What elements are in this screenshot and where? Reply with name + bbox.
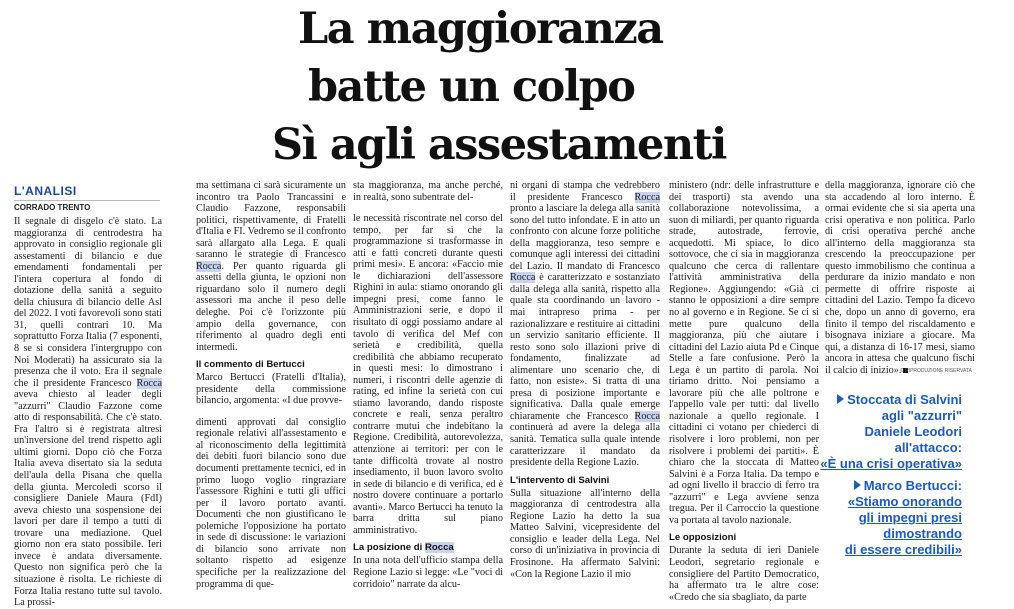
paragraph: ma settimana ci sarà sicuramente un incontro tra Paolo Trancassini e Claudio Fazzone, responsabili politici, rispettivamente, di Fratelli d'Italia e FI. Vedremo se il confronto sarà allargato alla Lega. E quali saranno le strategie di Francesco Rocca. Per quanto riguarda gli assetti della giunta, le opzioni non riguardano solo il numero degli assessori ma anche il peso delle deleghe. Poi c'è l'orizzonte più ampio della governance, con riferimento al quadro degli enti intermedi. [196, 180, 346, 353]
article-column-5 [669, 180, 819, 603]
pull-quotes [812, 392, 962, 558]
arrow-icon [854, 480, 861, 490]
headline-line-2: batte un colpo [308, 62, 635, 112]
highlighted-name: Rocca [136, 377, 162, 389]
paragraph: ni organi di stampa che vedrebbero il presidente Francesco Rocca pronto a lasciare la delega alla sanità sono del tutto infondate. E in atto un confronto con alcune forze politiche della maggioranza, teso sempre e comunque agli interessi dei cittadini del Lazio. Il mandato di Francesco Rocca è caratterizzato e sostanziato dalla delega alla sanità, rispetto alla quale sta coordinando un lavoro - mai intrapreso prima - per razionalizzare e restituire ai cittadini un servizio sanitario efficiente. Il resto sono solo illazioni prive di fondamento, finalizzate ad alimentare uno scenario che, di fatto, non esiste». Si tratta di una presa di posizione importante e significativa. Dalla quale emerge chiaramente che Francesco Rocca continuerà ad avere la delega alla sanità. Tematica sulla quale intende caratterizzare il mandato da presidente della Regione Lazio. [510, 180, 660, 469]
highlighted-name: Rocca [196, 260, 222, 272]
headline-line-1: La maggioranza [298, 4, 663, 54]
paragraph: Sulla situazione all'interno della maggioranza di centrodestra alla Regione Lazio ha detto la sua Matteo Salvini, vicepresidente del consiglio e leader della Lega. Nel corso di un'iniziativa in provincia di Frosinone. Ha affermato Salvini: «Con la Regione Lazio il mio [510, 487, 660, 580]
copyright-notice: © RIPRODUZIONE RISERVATA [900, 368, 972, 374]
headline-line-3: Sì agli assestamenti [272, 120, 726, 170]
subheading-rocca: La posizione di Rocca [353, 542, 454, 554]
paragraph: Il segnale di disgelo c'è stato. La maggioranza di centrodestra ha approvato in consiglio regionale gli assestamenti di bilancio e due emendamenti fondamentali per l'intera copertura al fondo di dotazione della sanità a seguito della chiusura di bilancio delle Asl del 2022. I voti favorevoli sono stati 31, quelli contrari 10. Ma soprattutto Forza Italia (7 esponenti, 8 se si considera l'intergruppo con Noi Moderati) ha assicurato sia la presenza che il voto. Era il segnale che il presidente Francesco Rocca aveva chiesto al leader degli "azzurri" Claudio Fazzone come atto di responsabilità. Che c'è stato. Fra l'altro si è registrata altresì un'inversione del trend rispetto agli ultimi giorni. Dopo ciò che Forza Italia aveva disertato sia la seduta dell'aula della Pisana che quella della giunta. Mercoledì scorso il consigliere Daniele Maura (FdI) aveva chiesto una sospensione dei lavori per dare il tempo a tutti di trovare una mediazione. Quel giorno non era stato possibile. Ieri invece è andata diversamente. Questo non significa però che la situazione è risolta. Le richieste di Forza Italia restano tutte sul tavolo. La prossi- [14, 216, 162, 609]
article-column-2 [196, 180, 346, 590]
paragraph: sta maggioranza, ma anche perché, in realtà, sono subentrate del- [353, 180, 503, 203]
article-column-3 [353, 180, 503, 590]
paragraph: le necessità riscontrate nel corso del tempo, per far sì che la programmazione si trasformasse in atti e fatti concreti durante questi primi mesi». E ancora: «Faccio mie le dichiarazioni dell'assessore Righini in aula: stiamo onorando gli impegni presi, come fanno le Amministrazioni serie, e dopo il risultato di oggi possiamo andare al tavolo di verifica del Mef con serietà e credibilità, quella credibilità che abbiamo recuperato in questi mesi: lo dimostrano i numeri, i riscontri delle agenzie di rating, ed infine la serietà con cui stiamo lavorando, dando risposte concrete e reali, senza peraltro contrarre mutui che indebitano la Regione. Credibilità, autorevolezza, attenzione ai territori: per con le tante difficoltà trovate al nostro insediamento, il buon lavoro svolto in sede di bilancio e di verifica, ed è nostro dovere continuare a portarlo avanti». Marco Bertucci ha tenuto la barra dritta sul piano amministrativo. [353, 213, 503, 536]
article-column-4 [510, 180, 660, 580]
paragraph: In una nota dell'ufficio stampa della Regione Lazio si legge: «Le "voci di corridoio" narrate da alcu- [353, 555, 503, 590]
subheading-opposizioni: Le opposizioni [669, 532, 737, 544]
subheading-salvini: L'intervento di Salvini [510, 474, 610, 486]
paragraph: dimenti approvati dal consiglio regionale relativi all'assestamento e al riconoscimento della legittimità dei debiti fuori bilancio sono due documenti prettamente tecnici, ed in primo luogo voglio ringraziare l'assessore Righini e tutti gli uffici per il lavoro portato avanti. Documenti che non giustificano le polemiche l'opposizione ha portato in sede di discussione: le variazioni di bilancio sono arrivate non soltanto rispetto ad esigenze specifiche per la realizzazione del programma di que- [196, 416, 346, 590]
article-column-1 [14, 216, 162, 609]
subheading-bertucci: Il commento di Bertucci [196, 359, 305, 371]
paragraph: Marco Bertucci (Fratelli d'Italia), presidente della commissione bilancio, argomenta: «I due provve- [196, 372, 346, 407]
pull-quote-salvini: Stoccata di Salvini agli "azzurri" Daniele Leodori all'attacco: «È una crisi operativa» [820, 392, 962, 471]
arrow-icon [837, 394, 844, 404]
paragraph: della maggioranza, ignorare ciò che sta accadendo al loro interno. È ormai evidente che si sia aperta una crisi operativa e non politica. Parlo di crisi operativa perché anche all'interno della maggioranza sta crescendo la preoccupazione per questo immobilismo che continua a perdurare da inizio mandato e non permette di offrire risposte ai cittadini del Lazio. Tempo fa dicevo che, dopo un anno di governo, era finito il tempo del riscaldamento e bisognava iniziare a giocare. Ma qui, a distanza di 16-17 mesi, siamo ancora in attesa che qualcuno fischi il calcio di inizio». [825, 180, 975, 376]
section-kicker: L'ANALISI [14, 184, 77, 198]
paragraph: ministero (ndr: delle infrastrutture e dei trasporti) sta avendo una collaborazione notevolissima, a suon di miliardi, per quanto riguarda strade, autostrade, ferrovie, acquedotti. Mi spiace, lo dico sottovoce, che ci sia in maggioranza qualcuno che cerca di rallentare l'attività amministrativa della Regione». Aggiungendo: «Già ci stanno le opposizioni a dire sempre no al governo e in Regione. Se ci si mette pure qualcuno della maggioranza, più che aiutare i cittadini del Lazio aiuta Pd e Cinque Stelle a fare confusione. Però la Lega è un partito di parola. Noi tiriamo dritto. Noi pensiamo a lavorare più che alle poltrone e l'appello vale per tutti: dal livello nazionale a quello regionale. I cittadini ci votano per chiederci di risolvere i loro problemi, non per risolvere i problemi dei partiti». È chiaro che la stoccata di Matteo Salvini è a Forza Italia. Da tempo e ad ogni livello il braccio di ferro tra "azzurri" e Lega avviene senza tregua. Per il Carroccio la questione va portata al tavolo nazionale. [669, 180, 819, 526]
author-byline: CORRADO TRENTO [14, 200, 160, 212]
paragraph: Durante la seduta di ieri Daniele Leodori, segretario regionale e consigliere del Partito Democratico, ha affermato tra le altre cose: «Credo che sia sbagliato, da parte [669, 545, 819, 603]
headline [272, 0, 792, 174]
pull-quote-bertucci: Marco Bertucci: «Stiamo onorando gli impegni presi dimostrando di essere credibili» [844, 478, 962, 557]
